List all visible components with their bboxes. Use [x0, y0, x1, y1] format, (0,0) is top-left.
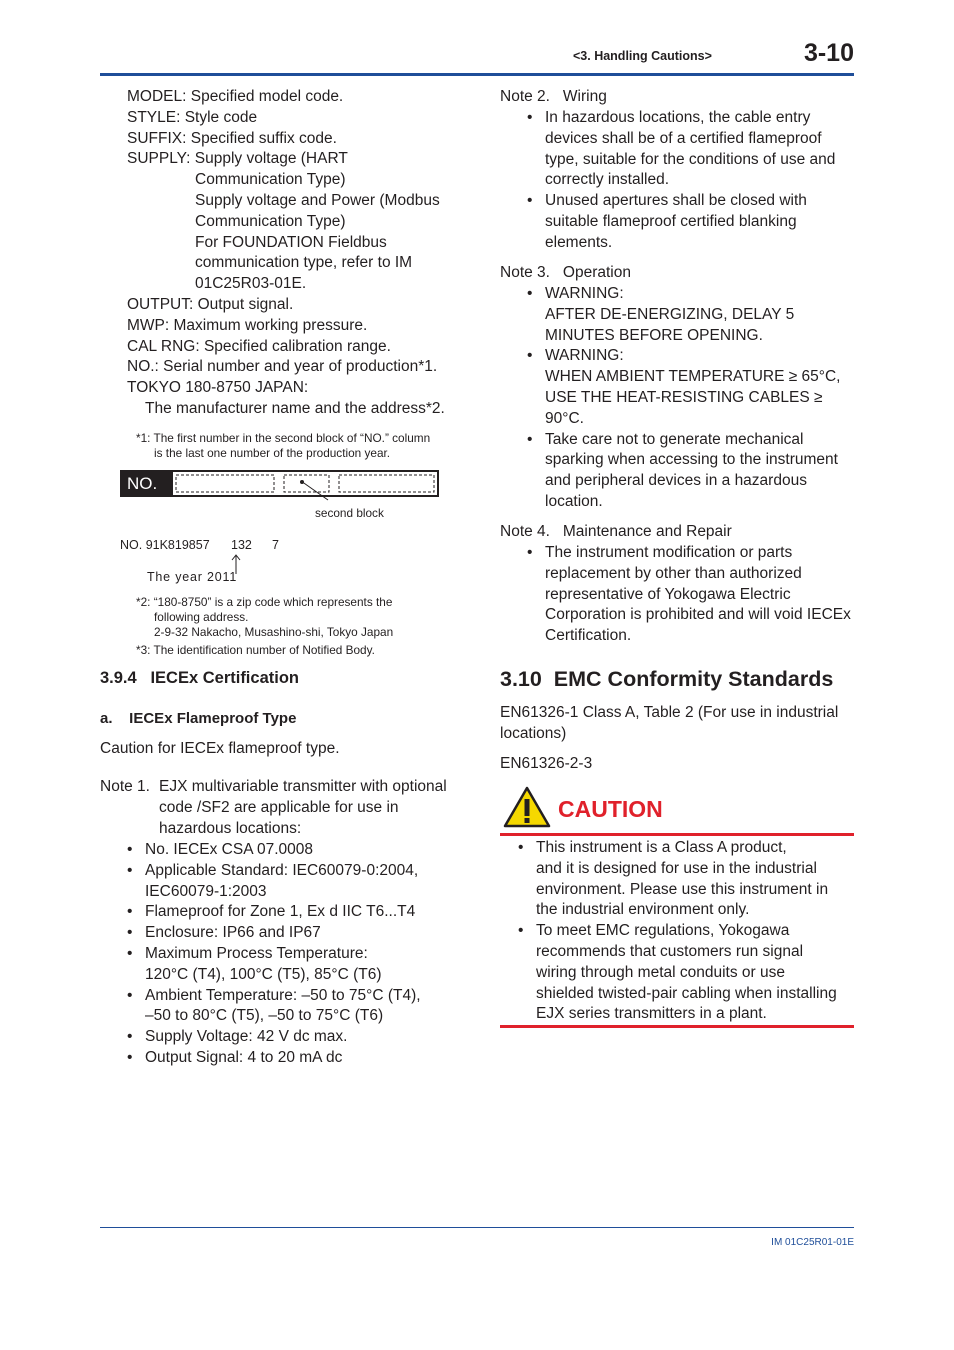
footer-rule [100, 1227, 854, 1228]
note4-bullet-0-line-1: replacement by other than authorized [545, 564, 802, 582]
footnote-2-line1: *2: “180-8750” is a zip code which represents the [136, 595, 393, 609]
note2-heading: Note 2. Wiring [500, 88, 607, 105]
note1-line-0: EJX multivariable transmitter with optional [159, 778, 447, 795]
bullet-marker: • [127, 1049, 133, 1066]
note2-bullet-0-line-3: correctly installed. [545, 171, 670, 189]
bullet-marker: • [518, 839, 524, 856]
note1-bullet-7-line-0: Output Signal: 4 to 20 mA dc [145, 1049, 343, 1066]
note2-bullet-1-line-0: Unused apertures shall be closed with [545, 192, 807, 210]
sub-heading-a: a. IECEx Flameproof Type [100, 710, 297, 727]
label-line-8: communication type, refer to IM [195, 254, 413, 272]
bullet-marker: • [127, 924, 133, 942]
bullet-marker: • [518, 922, 524, 940]
caution-top-rule [500, 833, 854, 836]
bullet-marker: • [127, 861, 133, 879]
label-line-10: OUTPUT: Output signal. [127, 296, 294, 313]
note3-bullet-0-line-2: MINUTES BEFORE OPENING. [545, 326, 763, 344]
note4-bullet-0-line-0: The instrument modification or parts [545, 544, 793, 561]
caution-bullet-0-line-1: and it is designed for use in the industrial [536, 859, 817, 877]
caution-bullet-1-line-3: shielded twisted-pair cabling when installing [536, 984, 837, 1002]
footer-doc-id: IM 01C25R01-01E [771, 1237, 854, 1248]
footnote-3: *3: The identification number of Notified Body. [136, 643, 375, 657]
note2-bullet-1-line-2: elements. [545, 233, 613, 251]
footnote-1-line2: is the last one number of the production year. [154, 446, 391, 460]
note4-bullet-0-line-2: representative of Yokogawa Electric [545, 585, 791, 603]
note1-bullet-1-line-1: IEC60079-1:2003 [145, 882, 267, 900]
section-heading-3-9-4: 3.9.4 IECEx Certification [100, 669, 299, 687]
label-line-1: STYLE: Style code [127, 108, 258, 126]
note3-bullet-1-line-0: WARNING: [545, 347, 624, 365]
serial-suffix: 7 [272, 538, 279, 552]
note3-bullet-0-line-1: AFTER DE-ENERGIZING, DELAY 5 [545, 305, 795, 323]
no-box-label: NO. [127, 474, 158, 493]
section-heading-3-10: 3.10 EMC Conformity Standards [500, 667, 834, 691]
bullet-marker: • [127, 945, 133, 962]
note1-bullet-3-line-0: Enclosure: IP66 and IP67 [145, 924, 321, 942]
caution-title: CAUTION [558, 796, 663, 822]
label-line-4: Communication Type) [195, 171, 346, 189]
note3-bullet-1-line-1: WHEN AMBIENT TEMPERATURE ≥ 65°C, [545, 368, 841, 386]
note1-bullet-1-line-0: Applicable Standard: IEC60079-0:2004, [145, 861, 419, 879]
note2-bullet-0-line-0: In hazardous locations, the cable entry [545, 109, 811, 126]
label-line-0: MODEL: Specified model code. [127, 88, 344, 105]
label-line-2: SUFFIX: Specified suffix code. [127, 129, 337, 147]
bullet-marker: • [527, 109, 533, 126]
page-number: 3-10 [803, 39, 854, 67]
caution-bullet-1-line-4: EJX series transmitters in a plant. [536, 1005, 767, 1023]
caution-bullet-0-line-2: environment. Please use this instrument in [536, 880, 829, 898]
caution-bullet-1-line-1: recommends that customers run signal [536, 943, 804, 960]
note1-bullet-0-line-0: No. IECEx CSA 07.0008 [145, 841, 314, 858]
serial-middle: 132 [231, 538, 252, 552]
caution-intro: Caution for IECEx flameproof type. [100, 740, 340, 757]
note4-bullet-0-line-3: Corporation is prohibited and will void IECEx [545, 606, 851, 624]
caution-bullet-0-line-3: the industrial environment only. [536, 901, 750, 919]
bullet-marker: • [127, 903, 133, 921]
caution-bottom-rule [500, 1025, 854, 1028]
label-line-15: The manufacturer name and the address*2. [145, 400, 445, 417]
note4-heading: Note 4. Maintenance and Repair [500, 523, 732, 540]
emc-standard-line2: locations) [500, 725, 567, 742]
note2-bullet-0-line-2: type, suitable for the conditions of use and [545, 150, 836, 168]
label-line-7: For FOUNDATION Fieldbus [195, 233, 387, 251]
note1-label: Note 1. [100, 778, 150, 795]
serial-number-box-diagram [118, 468, 448, 528]
note1-line-2: hazardous locations: [159, 819, 302, 837]
note3-bullet-1-line-3: 90°C. [545, 409, 584, 427]
note4-bullet-0-line-4: Certification. [545, 627, 632, 645]
bullet-marker: • [527, 192, 533, 210]
emc-standard-line1: EN61326-1 Class A, Table 2 (For use in industrial [500, 704, 839, 721]
bullet-marker: • [127, 841, 133, 858]
label-line-12: CAL RNG: Specified calibration range. [127, 337, 391, 355]
footnote-2-line3: 2-9-32 Nakacho, Musashino-shi, Tokyo Japan [154, 625, 394, 639]
note1-line-1: code /SF2 are applicable for use in [159, 798, 399, 816]
note2-bullet-0-line-1: devices shall be of a certified flameproof [545, 129, 822, 147]
caution-bullet-1-line-2: wiring through metal conduits or use [536, 963, 785, 981]
label-line-13: NO.: Serial number and year of production*1. [127, 358, 438, 376]
note3-bullet-1-line-2: USE THE HEAT-RESISTING CABLES ≥ [545, 389, 823, 406]
serial-prefix: NO. 91K819857 [120, 538, 210, 552]
bullet-marker: • [527, 544, 533, 561]
note2-bullet-1-line-1: suitable flameproof certified blanking [545, 213, 797, 230]
second-block-label: second block [315, 506, 384, 520]
year-label: The year 2011 [147, 570, 238, 584]
note3-bullet-2-line-0: Take care not to generate mechanical [545, 430, 804, 448]
warning-triangle-icon [503, 786, 551, 828]
label-line-14: TOKYO 180-8750 JAPAN: [127, 379, 309, 397]
note1-bullet-5-line-1: –50 to 80°C (T5), –50 to 75°C (T6) [145, 1007, 384, 1025]
caution-bullet-1-line-0: To meet EMC regulations, Yokogawa [536, 922, 790, 940]
bullet-marker: • [127, 1028, 133, 1046]
note3-bullet-2-line-2: and peripheral devices in a hazardous [545, 472, 807, 490]
note3-bullet-0-line-0: WARNING: [545, 285, 624, 302]
footnote-1-line1: *1: The first number in the second block of “NO.” column [136, 431, 431, 445]
bullet-marker: • [127, 986, 133, 1004]
bullet-marker: • [527, 347, 533, 365]
label-line-3: SUPPLY: Supply voltage (HART [127, 150, 348, 168]
note1-bullet-2-line-0: Flameproof for Zone 1, Ex d IIC T6...T4 [145, 903, 416, 921]
caution-bullet-0-line-0: This instrument is a Class A product, [536, 839, 787, 856]
note3-bullet-2-line-1: sparking when accessing to the instrument [545, 451, 838, 469]
label-line-9: 01C25R03-01E. [195, 275, 307, 293]
label-line-11: MWP: Maximum working pressure. [127, 316, 368, 334]
header-rule [100, 73, 854, 76]
bullet-marker: • [527, 285, 533, 302]
label-line-5: Supply voltage and Power (Modbus [195, 192, 440, 209]
header-section: <3. Handling Cautions> [573, 49, 712, 63]
note1-bullet-5-line-0: Ambient Temperature: –50 to 75°C (T4), [145, 986, 421, 1004]
note1-bullet-4-line-0: Maximum Process Temperature: [145, 945, 368, 962]
note3-heading: Note 3. Operation [500, 264, 631, 281]
bullet-marker: • [527, 430, 533, 448]
label-line-6: Communication Type) [195, 212, 346, 230]
note1-bullet-6-line-0: Supply Voltage: 42 V dc max. [145, 1028, 348, 1046]
emc-standard-2: EN61326-2-3 [500, 755, 593, 772]
note3-bullet-2-line-3: location. [545, 493, 603, 510]
footnote-2-line2: following address. [154, 610, 249, 624]
note1-bullet-4-line-1: 120°C (T4), 100°C (T5), 85°C (T6) [145, 965, 382, 983]
